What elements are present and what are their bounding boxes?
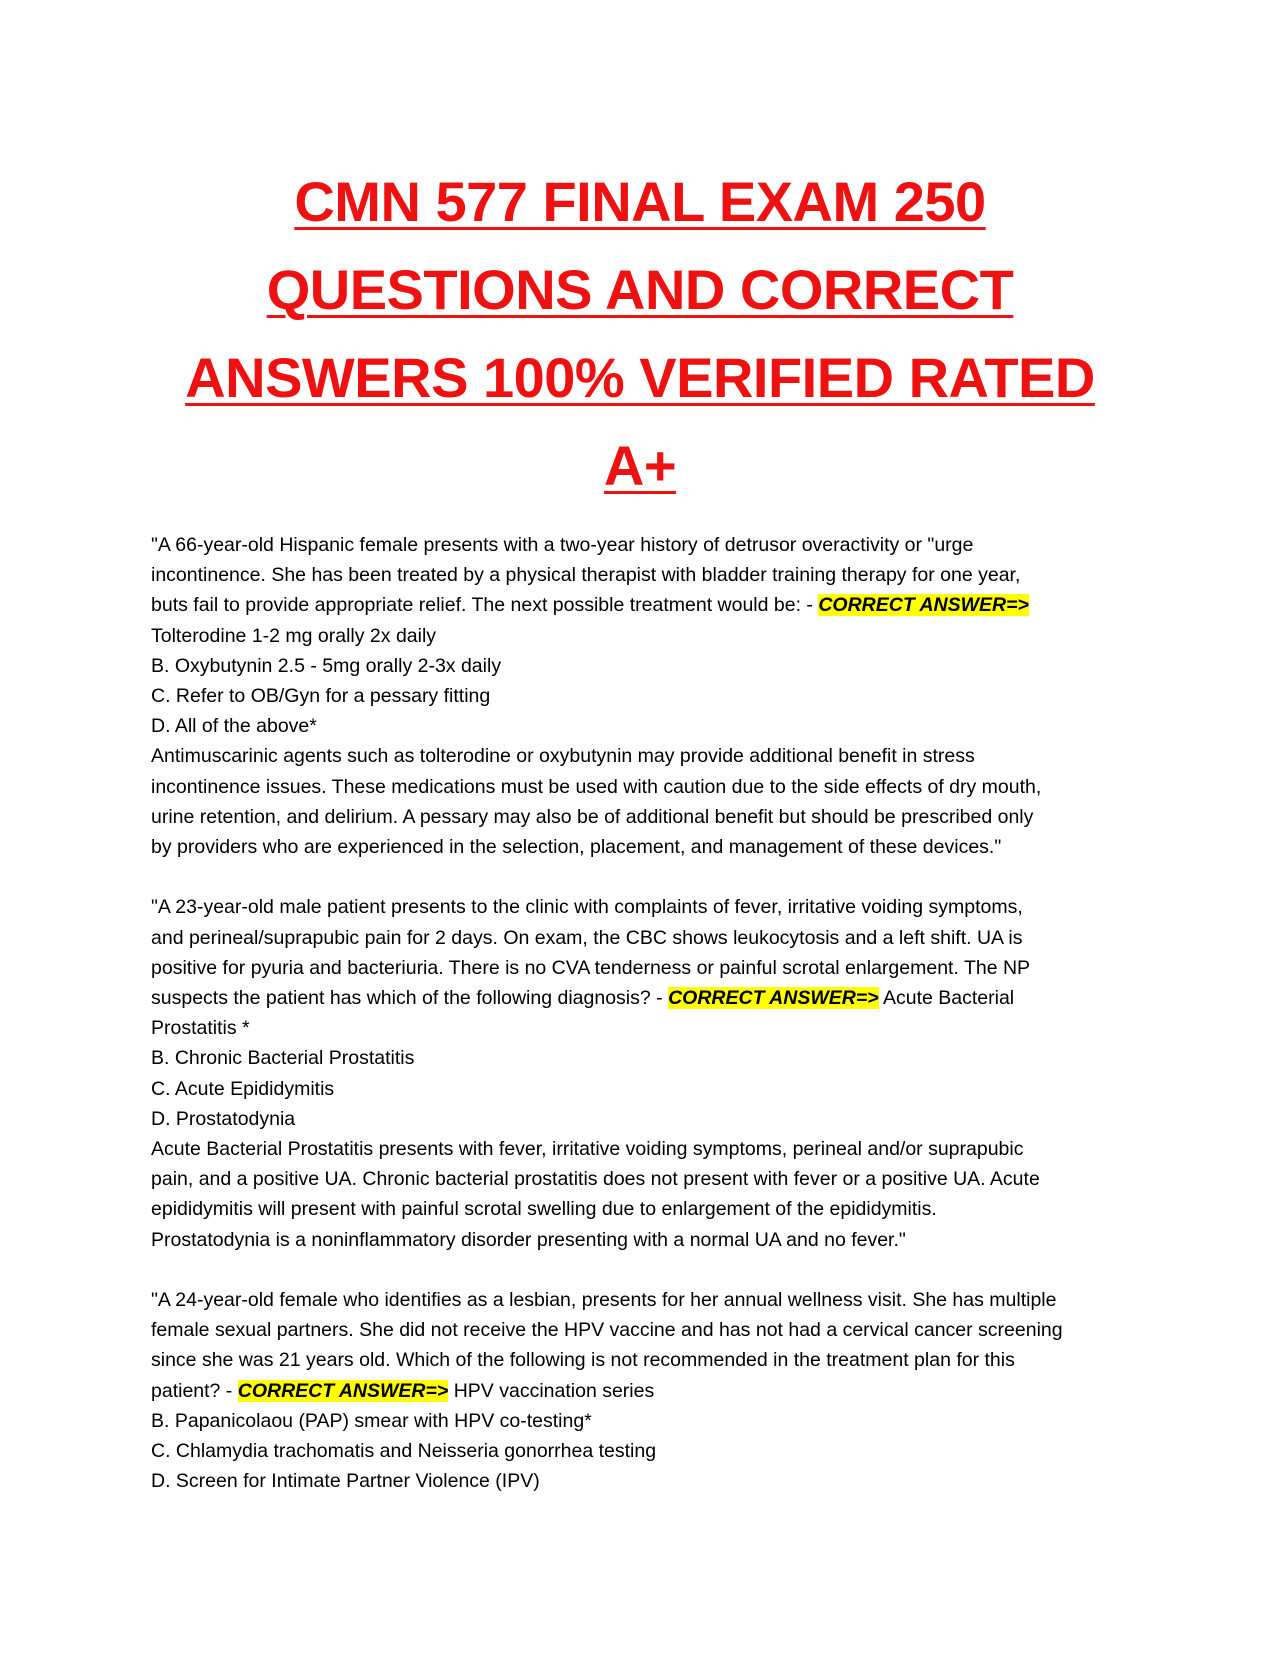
- question-block-2: [151, 892, 1141, 1254]
- answer-option: D. Prostatodynia: [151, 1107, 296, 1130]
- answer-option: Tolterodine 1-2 mg orally 2x daily: [151, 624, 437, 647]
- correct-answer-tag: CORRECT ANSWER=>: [668, 987, 879, 1010]
- answer-option: B. Chronic Bacterial Prostatitis: [151, 1047, 415, 1070]
- question-line: [151, 1376, 1141, 1406]
- question-line: "A 66-year-old Hispanic female presents with a two-year history of detrusor overactivity or "urge: [151, 534, 974, 556]
- question-line: "A 24-year-old female who identifies as a lesbian, presents for her annual wellness visit. She has multiple: [151, 1289, 1057, 1312]
- document-body: [151, 530, 1141, 1496]
- document-title: CMN 577 FINAL EXAM 250 QUESTIONS AND CORRECT ANSWERS 100% VERIFIED RATED A+: [185, 170, 1095, 497]
- answer-option: C. Chlamydia trachomatis and Neisseria gonorrhea testing: [151, 1440, 657, 1463]
- question-stem-end: suspects the patient has which of the following diagnosis? -: [151, 987, 669, 1010]
- question-line: female sexual partners. She did not receive the HPV vaccine and has not had a cervical cancer screening: [151, 1319, 1063, 1342]
- question-line: incontinence. She has been treated by a physical therapist with bladder training therapy for one year,: [151, 564, 1021, 587]
- question-line: since she was 21 years old. Which of the following is not recommended in the treatment plan for this: [151, 1349, 1015, 1372]
- question-line: positive for pyuria and bacteriuria. There is no CVA tenderness or painful scrotal enlargement. The NP: [151, 956, 1031, 979]
- question-block-3: [151, 1285, 1141, 1496]
- answer-text: Acute Bacterial: [878, 987, 1015, 1010]
- correct-answer-tag: CORRECT ANSWER=>: [237, 1379, 449, 1402]
- answer-option: B. Papanicolaou (PAP) smear with HPV co-testing*: [151, 1409, 592, 1432]
- answer-option: C. Acute Epididymitis: [151, 1077, 335, 1100]
- question-stem-end: buts fail to provide appropriate relief. The next possible treatment would be: -: [151, 594, 819, 617]
- question-line: [151, 590, 1141, 620]
- answer-option: Prostatitis *: [151, 1017, 250, 1040]
- answer-option: D. Screen for Intimate Partner Violence (IPV): [151, 1470, 540, 1493]
- rationale-line: urine retention, and delirium. A pessary may also be of additional benefit but should be prescribed only: [151, 805, 1034, 828]
- answer-option: C. Refer to OB/Gyn for a pessary fitting: [151, 685, 491, 708]
- answer-text: HPV vaccination series: [448, 1379, 655, 1402]
- rationale-line: Prostatodynia is a noninflammatory disorder presenting with a normal UA and no fever.": [151, 1228, 906, 1251]
- question-line: "A 23-year-old male patient presents to the clinic with complaints of fever, irritative voiding symptoms,: [151, 896, 1023, 919]
- rationale-line: epididymitis will present with painful scrotal swelling due to enlargement of the epididymitis.: [151, 1198, 937, 1221]
- answer-option: B. Oxybutynin 2.5 - 5mg orally 2-3x daily: [151, 654, 502, 677]
- question-line: and perineal/suprapubic pain for 2 days. On exam, the CBC shows leukocytosis and a left shift. UA is: [151, 926, 1023, 949]
- rationale-line: by providers who are experienced in the selection, placement, and management of these devices.": [151, 836, 1002, 859]
- paragraph-spacer: [151, 1255, 1141, 1285]
- rationale-line: Acute Bacterial Prostatitis presents with fever, irritative voiding symptoms, perineal and/or suprapubic: [151, 1138, 1024, 1161]
- correct-answer-tag: CORRECT ANSWER=>: [818, 594, 1029, 617]
- rationale-line: Antimuscarinic agents such as tolterodine or oxybutynin may provide additional benefit in stress: [151, 745, 975, 768]
- question-stem-end: patient? -: [151, 1379, 238, 1402]
- rationale-line: incontinence issues. These medications must be used with caution due to the side effects of dry mouth,: [151, 775, 1042, 798]
- rationale-line: pain, and a positive UA. Chronic bacterial prostatitis does not present with fever or a positive UA. Acute: [151, 1168, 1040, 1191]
- question-line: [151, 983, 1141, 1013]
- question-block-1: [151, 530, 1141, 862]
- paragraph-spacer: [151, 862, 1141, 892]
- answer-option: D. All of the above*: [151, 715, 317, 738]
